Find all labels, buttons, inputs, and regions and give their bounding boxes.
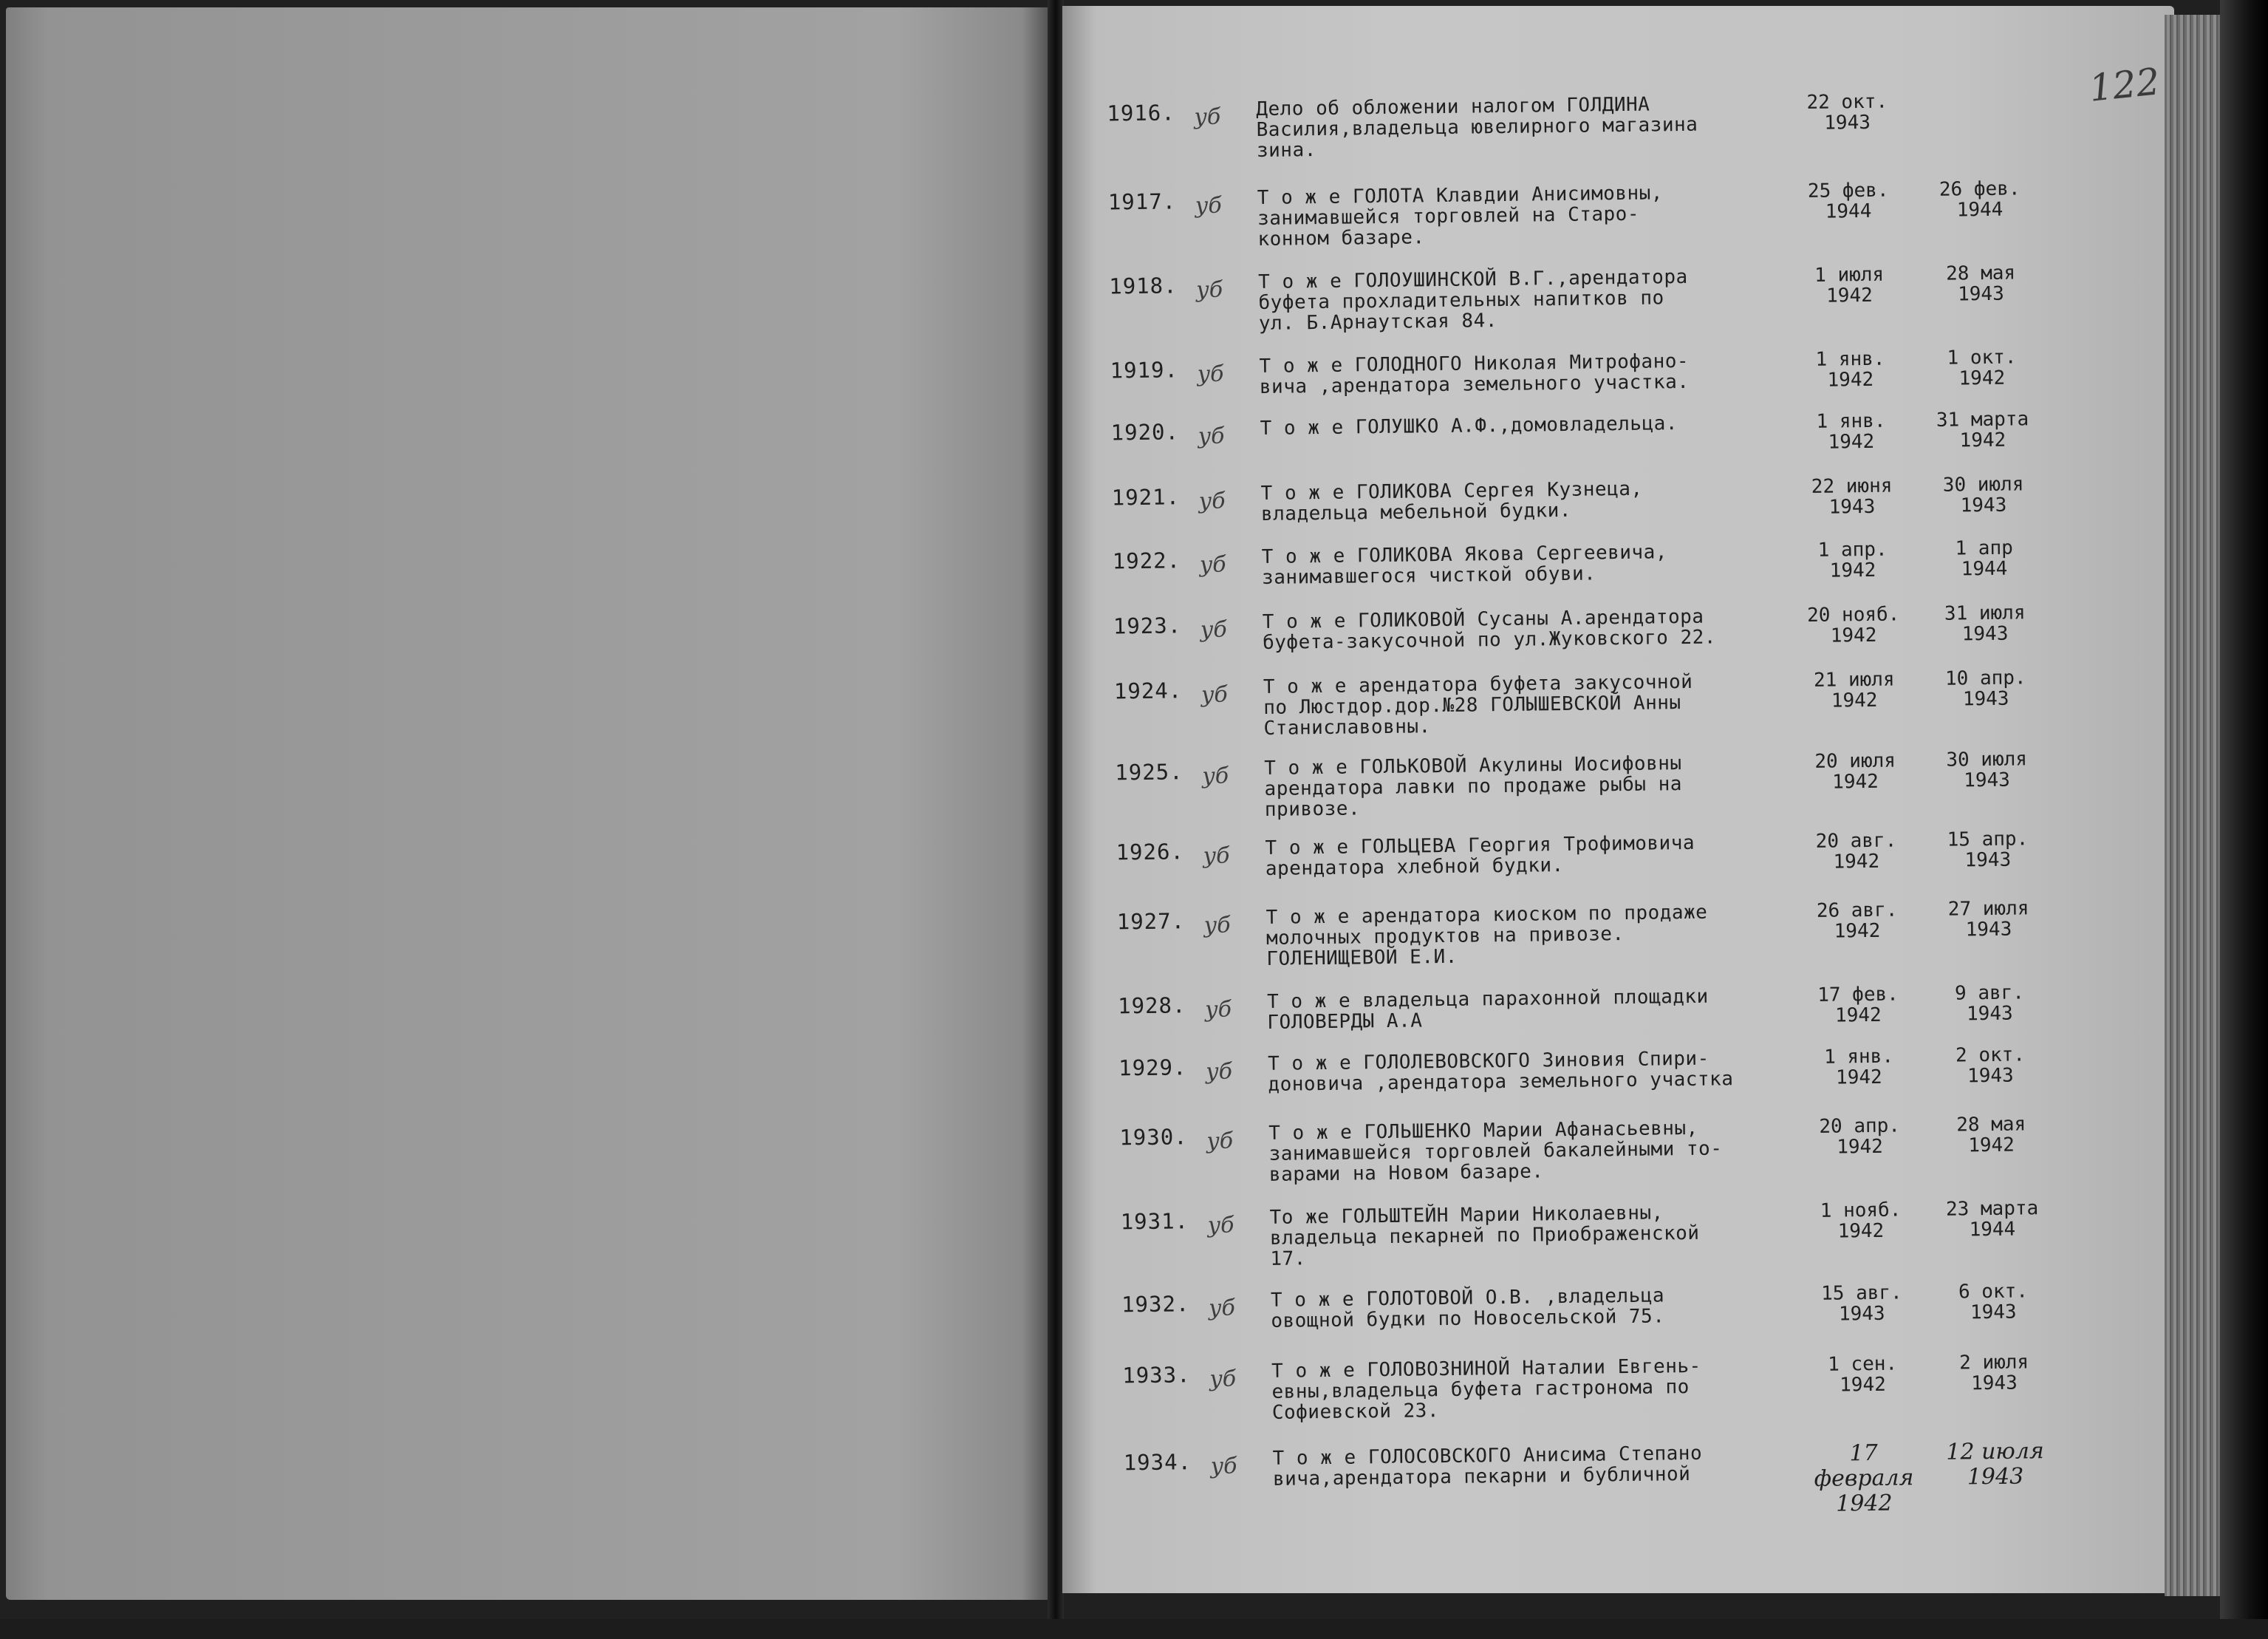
entry-number: 1932.: [1121, 1291, 1190, 1318]
end-date: [1936, 828, 2040, 871]
end-date: [1933, 602, 2038, 645]
end-date-day: 31 июля: [1944, 602, 2026, 625]
entry-number: 1927.: [1116, 908, 1186, 935]
entry-description: Т о ж е ГОЛИКОВА Сергея Кузнеца, владельца мебельной будки.: [1260, 477, 1643, 525]
end-date-day: 23 марта: [1945, 1197, 2039, 1221]
entry-number: 1924.: [1113, 678, 1183, 704]
start-date: [1801, 539, 1905, 582]
register-entry: [1119, 1113, 2095, 1206]
entry-number: 1921.: [1111, 484, 1181, 511]
entry-description: Т о ж е ГОЛОСОВСКОГО Анисима Степано вича,арендатора пекарни и бубличной: [1272, 1442, 1703, 1490]
start-date-year: 1942: [1834, 1003, 1882, 1027]
handwritten-mark: уб: [1202, 763, 1229, 789]
start-date-year: 1943: [1838, 1302, 1885, 1326]
entry-description: То же ГОЛЬШТЕЙН Марии Николаевны, владельца пекарней по Приображенской 17.: [1269, 1202, 1700, 1270]
end-date-day: 28 мая: [1956, 1113, 2026, 1137]
start-date-day: 1 нояб.: [1820, 1199, 1902, 1222]
entry-number: 1918.: [1109, 273, 1178, 299]
entry-number: 1919.: [1110, 357, 1179, 384]
entry-number: 1931.: [1120, 1208, 1189, 1235]
handwritten-mark: уб: [1206, 1128, 1234, 1154]
end-date-year: 1942: [1958, 367, 2006, 390]
end-date-year: 1943: [1965, 918, 2012, 941]
end-date-day: 1 окт.: [1947, 346, 2017, 369]
end-date-year: 1944: [1961, 557, 2008, 581]
start-date-day: 1 янв.: [1823, 1045, 1894, 1069]
register-entry: [1123, 1438, 2099, 1531]
end-date: [1931, 474, 2035, 517]
start-date: [1805, 899, 1909, 942]
entry-description: Т о ж е владельца парахонной площадки ГОЛОВЕРДЫ А.А: [1266, 985, 1709, 1034]
entry-number: 1928.: [1117, 992, 1186, 1019]
start-date: [1807, 1046, 1911, 1088]
register-entry: [1109, 262, 2085, 355]
start-date-day: 17 февраля: [1814, 1439, 1914, 1492]
register-entry: [1122, 1351, 2098, 1444]
end-date-day: 9 авг.: [1954, 981, 2025, 1005]
handwritten-mark: уб: [1203, 842, 1230, 869]
end-date-year: 1943: [1970, 1301, 2017, 1324]
end-date-year: 1943: [1957, 282, 2004, 306]
handwritten-mark: уб: [1195, 192, 1222, 219]
handwritten-mark: уб: [1198, 423, 1225, 450]
end-date: [1930, 409, 2035, 452]
start-date-year: 1942: [1839, 1373, 1886, 1397]
end-date-year: 1944: [1969, 1218, 2016, 1241]
entry-number: 1930.: [1119, 1124, 1188, 1151]
end-date-day: 31 марта: [1936, 408, 2029, 432]
end-date-day: 27 июля: [1947, 897, 2029, 921]
start-date-day: 1 янв.: [1816, 409, 1886, 433]
start-date: [1808, 1115, 1912, 1158]
handwritten-mark: уб: [1206, 1058, 1233, 1085]
end-date-day: 30 июля: [1942, 473, 2024, 497]
entry-description: Т о ж е ГОЛОЛЕВОВСКОГО Зиновия Спири- доновича ,арендатора земельного участка: [1267, 1047, 1734, 1096]
start-date: [1811, 1440, 1916, 1517]
end-date: [1939, 1114, 2043, 1156]
end-date-year: 1943: [1966, 1002, 2013, 1026]
start-date-day: 1 июля: [1814, 263, 1885, 287]
entry-number: 1917.: [1107, 188, 1177, 215]
end-date-year: 1943: [1970, 1371, 2018, 1395]
end-date-year: 1943: [1961, 622, 2009, 646]
start-date-year: 1943: [1828, 495, 1876, 519]
end-date-year: 1942: [1968, 1134, 2015, 1157]
start-date: [1795, 91, 1899, 134]
entry-description: Т о ж е ГОЛОТА Клавдии Анисимовны, занимавшейся торговлей на Старо- конном базаре.: [1257, 182, 1664, 251]
end-date-day: 26 фев.: [1939, 177, 2021, 201]
entry-number: 1925.: [1115, 759, 1183, 786]
end-date-day: 2 июля: [1958, 1351, 2029, 1374]
start-date-day: 21 июля: [1813, 668, 1895, 692]
handwritten-mark: уб: [1198, 488, 1226, 515]
handwritten-mark: уб: [1200, 616, 1227, 644]
entry-description: Дело об обложении налогом ГОЛДИНА Василия,владельца ювелирного магазина зина.: [1256, 93, 1698, 163]
end-date-day: 30 июля: [1946, 748, 2028, 771]
start-date-day: 20 авг.: [1815, 829, 1897, 853]
end-date-year: 1942: [1959, 429, 2006, 452]
entry-description: Т о ж е арендатора буфета закусочной по Люстдор.дор.№28 ГОЛЫШЕВСКОЙ Анны Станиславовны.: [1263, 670, 1693, 740]
start-date: [1806, 984, 1910, 1026]
end-date-day: 15 апр.: [1947, 828, 2029, 851]
start-date-year: 1942: [1833, 850, 1880, 873]
entry-description: Т о ж е арендатора киоском по продаже молочных продуктов на привозе. ГОЛЕНИЩЕВОЙ Е.И.: [1265, 901, 1708, 970]
entry-number: 1926.: [1116, 839, 1185, 865]
start-date-year: 1942: [1832, 770, 1879, 794]
end-date-day: 1 апр: [1955, 536, 2013, 560]
start-date-year: 1943: [1824, 111, 1871, 134]
end-date-day: 28 мая: [1945, 262, 2016, 285]
entry-description: Т о ж е ГОЛУШКО А.Ф.,домовладельца.: [1260, 412, 1678, 440]
start-date-year: 1942: [1828, 430, 1875, 454]
handwritten-mark: уб: [1197, 361, 1224, 388]
start-date-year: 1942: [1837, 1135, 1884, 1159]
entry-number: 1916.: [1107, 100, 1175, 126]
entry-number: 1923.: [1113, 613, 1182, 639]
register-entry: [1107, 89, 2083, 182]
register-entry: [1115, 748, 2091, 841]
start-date-day: 20 апр.: [1819, 1114, 1901, 1138]
handwritten-mark: уб: [1209, 1366, 1237, 1392]
start-date: [1810, 1282, 1914, 1325]
handwritten-mark: уб: [1204, 996, 1232, 1023]
start-date: [1798, 348, 1902, 391]
folio-number: 122: [2087, 60, 2162, 110]
entry-description: Т о ж е ГОЛИКОВОЙ Сусаны А.арендатора буфета-закусочной по ул.Жуковского 22.: [1262, 605, 1717, 654]
start-date-day: 26 авг.: [1816, 899, 1898, 922]
start-date-day: 1 апр.: [1817, 538, 1888, 562]
entry-description: Т о ж е ГОЛОВОЗНИНОЙ Наталии Евгень- евны,владельца буфета гастронома по Софиевской 23.: [1271, 1355, 1701, 1424]
entry-number: 1934.: [1123, 1449, 1192, 1476]
entry-description: Т о ж е ГОЛЬЦЕВА Георгия Трофимовича арендатора хлебной будки.: [1265, 831, 1695, 880]
end-date-year: 1943: [1967, 1463, 2024, 1490]
start-date-day: 20 июля: [1814, 749, 1896, 773]
end-date-year: 1943: [1962, 687, 2009, 711]
handwritten-mark: уб: [1207, 1212, 1234, 1238]
end-date-day: 10 апр.: [1944, 667, 2026, 690]
end-date: [1934, 667, 2038, 710]
end-date: [1936, 898, 2040, 941]
start-date: [1797, 180, 1901, 222]
start-date: [1802, 604, 1906, 647]
handwritten-mark: уб: [1194, 103, 1221, 131]
entry-description: Т о ж е ГОЛЬШЕНКО Марии Афанасьевны, занимавшейся торговлей бакалейными то- варами на Новом базаре.: [1268, 1117, 1723, 1186]
start-date-year: 1942: [1831, 689, 1878, 712]
end-date: [1928, 178, 2032, 221]
register-entry: [1121, 1197, 2097, 1290]
handwritten-mark: уб: [1203, 912, 1231, 938]
handwritten-mark: уб: [1199, 551, 1226, 579]
entry-number: 1929.: [1118, 1054, 1187, 1081]
start-date-year: 1942: [1825, 284, 1873, 307]
end-date-year: 1943: [1964, 769, 2010, 792]
end-date-year: 1943: [1967, 1064, 2014, 1088]
end-date: [1935, 749, 2039, 791]
end-date: [1941, 1281, 2046, 1323]
end-date: [1930, 347, 2034, 389]
entry-description: Т о ж е ГОЛИКОВА Якова Сергеевича, занимавшегося чисткой обуви.: [1261, 541, 1668, 589]
end-date: [1929, 262, 2033, 305]
start-date-day: 1 сен.: [1827, 1352, 1898, 1376]
end-date: [1942, 1352, 2046, 1394]
handwritten-mark: уб: [1208, 1295, 1236, 1321]
entry-description: Т о ж е ГОЛОТОВОЙ О.В. ,владельца овощной будки по Новосельской 75.: [1270, 1284, 1665, 1332]
start-date-year: 1942: [1836, 1490, 1893, 1517]
start-date: [1808, 1199, 1913, 1242]
end-date: [1943, 1439, 2047, 1490]
entry-description: Т о ж е ГОЛОДНОГО Николая Митрофано- вича ,арендатора земельного участка.: [1259, 350, 1690, 399]
start-date-year: 1942: [1834, 919, 1881, 943]
end-date-year: 1943: [1960, 494, 2007, 517]
start-date: [1803, 750, 1907, 793]
entry-number: 1920.: [1110, 419, 1180, 446]
end-date: [1938, 982, 2042, 1025]
start-date: [1803, 669, 1907, 712]
end-date-year: 1944: [1956, 198, 2004, 222]
handwritten-mark: уб: [1210, 1453, 1237, 1479]
register-entry: [1108, 177, 2084, 270]
start-date-day: 22 июня: [1811, 474, 1893, 498]
start-date-year: 1942: [1829, 559, 1876, 582]
handwritten-mark: уб: [1196, 276, 1223, 304]
start-date-day: 25 фев.: [1807, 179, 1889, 202]
start-date-day: 17 фев.: [1817, 983, 1899, 1006]
entry-description: Т о ж е ГОЛОУШИНСКОЙ В.Г.,арендатора буфета прохладительных напитков по ул. Б.Арнаутская 84.: [1258, 265, 1688, 335]
start-date-year: 1942: [1827, 368, 1874, 392]
start-date: [1797, 264, 1902, 307]
end-date: [1940, 1198, 2044, 1241]
register-entry: [1117, 897, 2093, 990]
start-date: [1799, 410, 1903, 453]
start-date-day: 22 окт.: [1806, 90, 1888, 114]
end-date-day: 2 окт.: [1955, 1043, 2026, 1067]
start-date: [1811, 1353, 1915, 1396]
end-date-day: 12 июля: [1946, 1438, 2045, 1465]
start-date-day: 1 янв.: [1815, 347, 1885, 371]
end-date: [1932, 537, 2036, 580]
end-date: [1939, 1044, 2043, 1087]
start-date-year: 1944: [1825, 200, 1872, 223]
start-date-day: 20 нояб.: [1806, 603, 1900, 627]
entry-number: 1933.: [1122, 1362, 1191, 1388]
handwritten-mark: уб: [1200, 681, 1228, 708]
start-date: [1804, 830, 1908, 873]
start-date-day: 15 авг.: [1820, 1281, 1902, 1305]
entry-description: Т о ж е ГОЛЬКОВОЙ Акулины Иосифовны арендатора лавки по продаже рыбы на привозе.: [1264, 752, 1683, 821]
start-date-year: 1942: [1835, 1066, 1882, 1089]
start-date-year: 1942: [1830, 624, 1877, 647]
end-date-day: 6 окт.: [1958, 1280, 2029, 1304]
start-date: [1800, 475, 1904, 518]
entry-number: 1922.: [1112, 548, 1181, 574]
register-entry: [1114, 667, 2090, 760]
start-date-year: 1942: [1837, 1219, 1885, 1243]
end-date-year: 1943: [1964, 848, 2012, 872]
